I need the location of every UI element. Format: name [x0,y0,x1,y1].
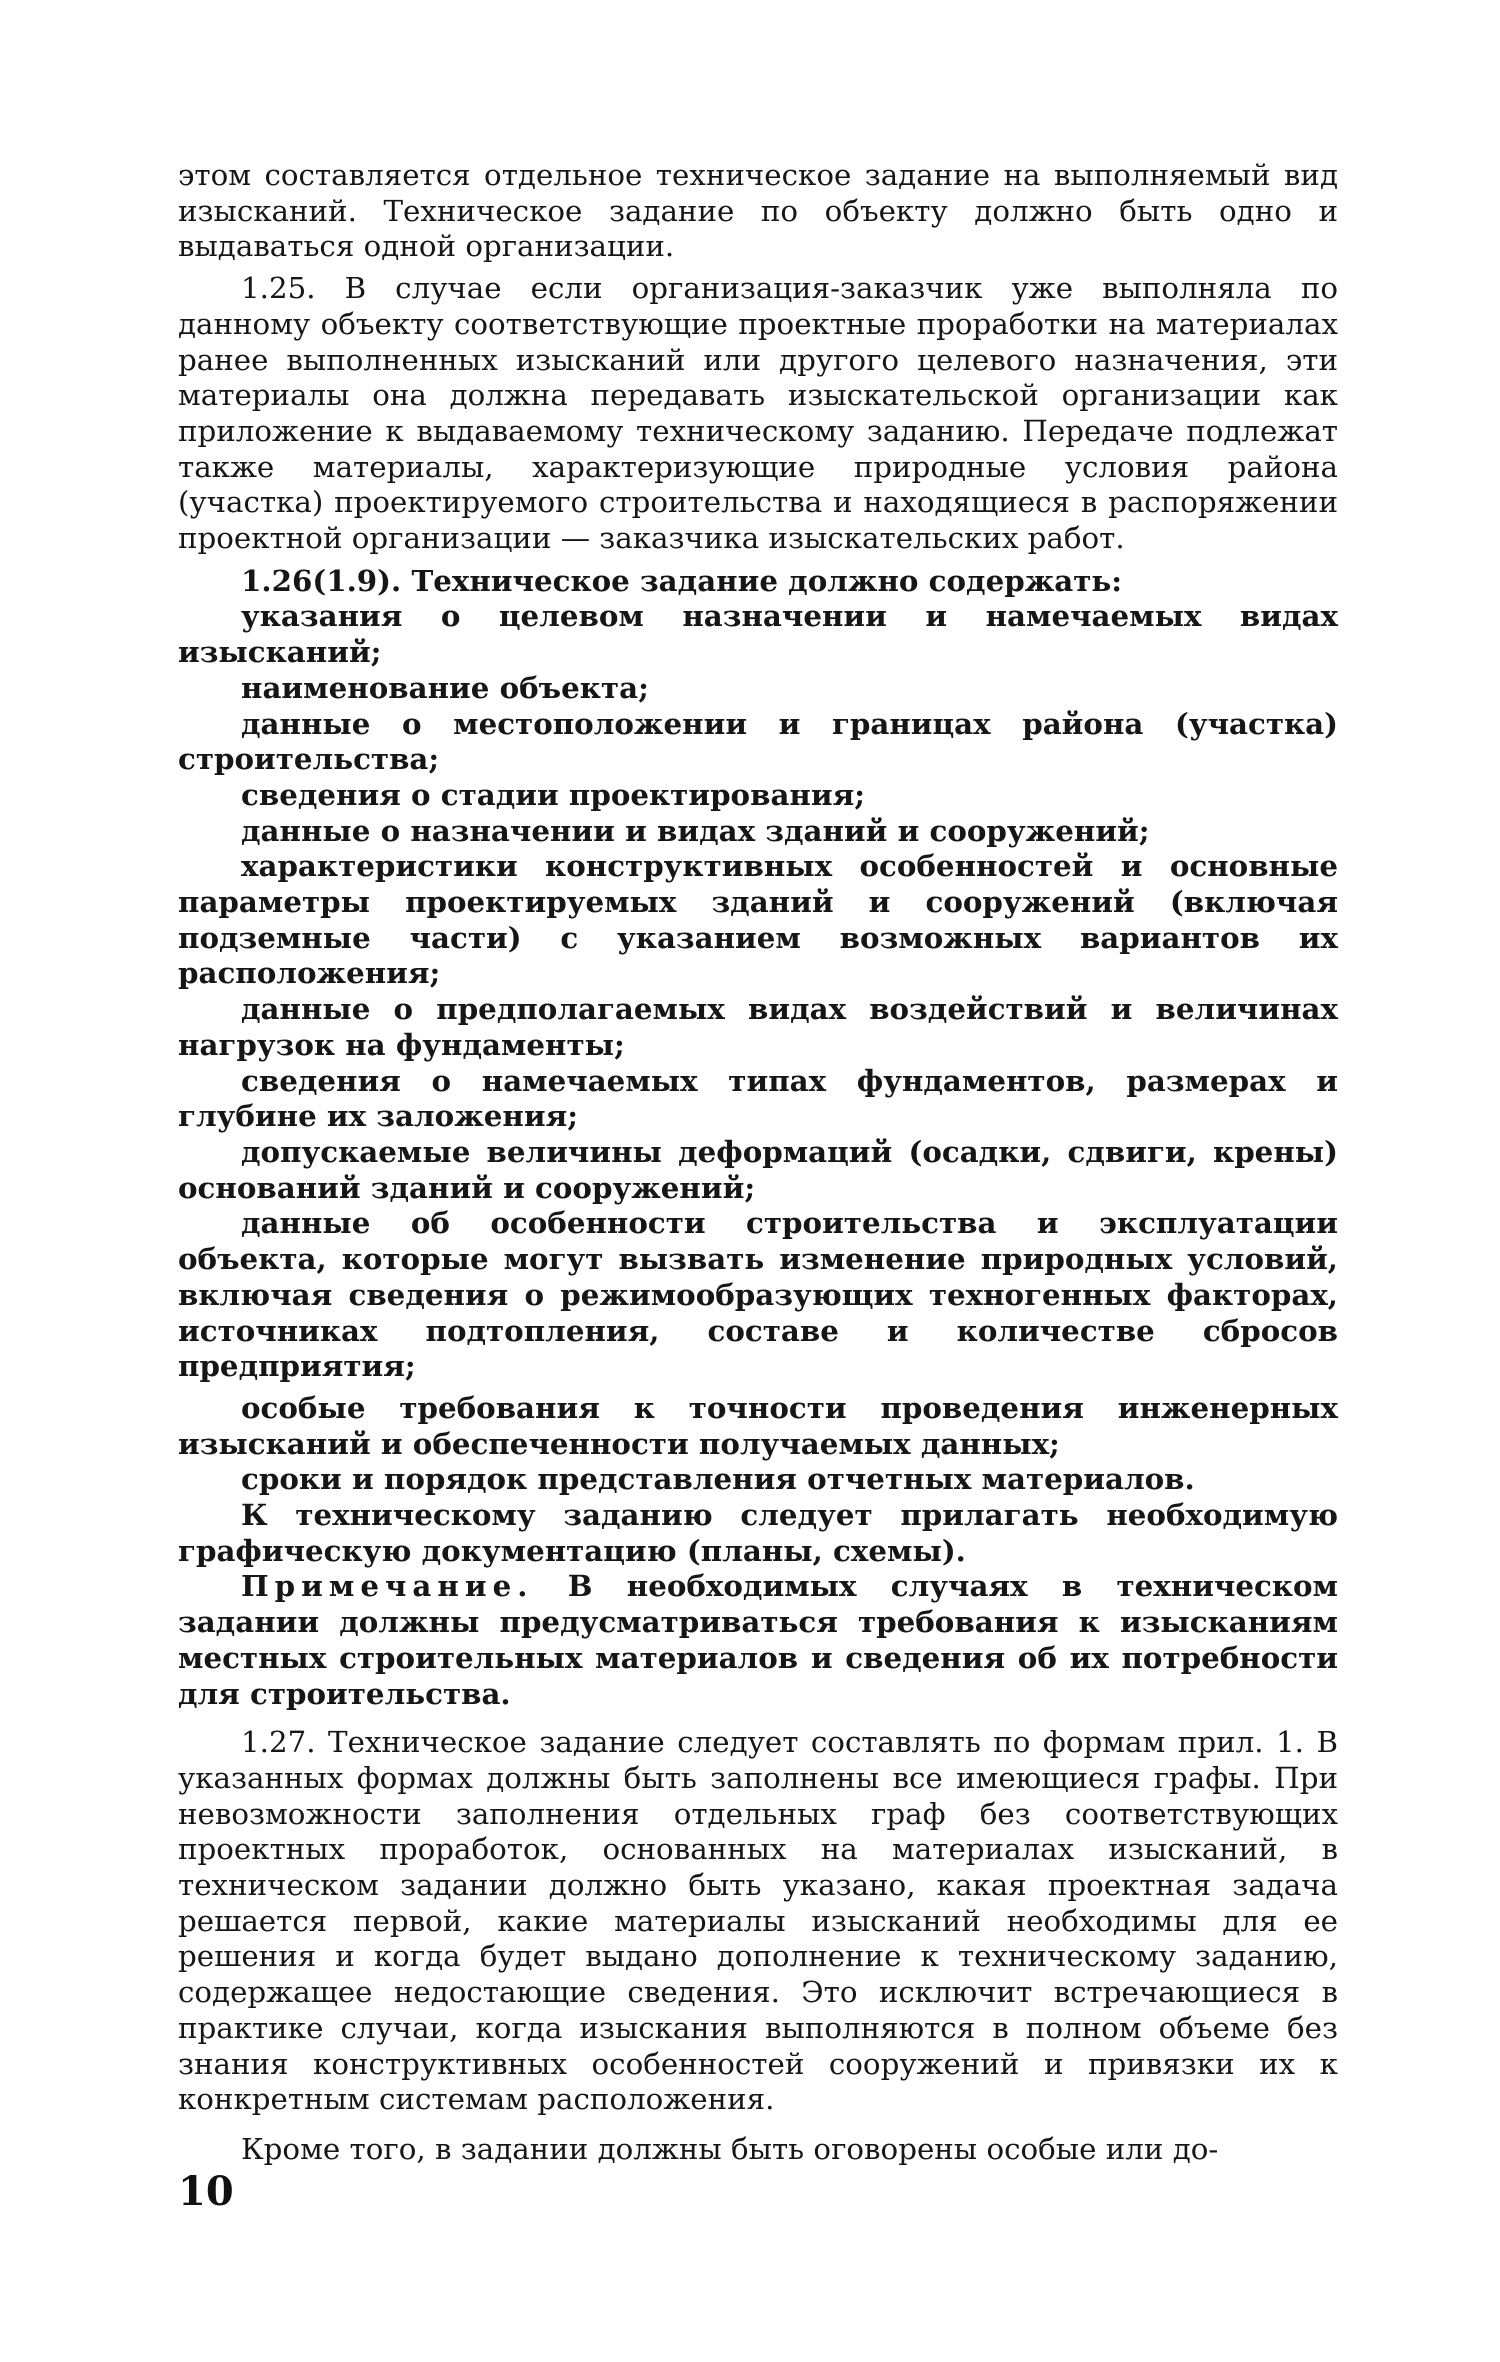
requirement-item: особые требования к точности проведения инженерных изысканий и обеспеченности получаемых данных; [178,1389,1338,1461]
requirement-item: сведения о стадии проектирования; [241,776,866,812]
note-label: Примечание. [241,1568,534,1604]
note-text: В необходимых случаях в техническом задании должны предусматриваться требования к изысканиям местных строительных материалов и сведения об их потребности для строительства. [178,1568,1338,1711]
paragraph-1-27: 1.27. Техническое задание следует составлять по формам прил. 1. В указанных формах должны быть заполнены все имеющиеся графы. При невозможности заполнения отдельных граф без соответствующих проектных проработок, основанных на материалах изысканий, в техническом задании должно быть указано, какая проектная задача решается первой, какие материалы изысканий необходимы для ее решения и когда будет выдано дополнение к техническому заданию, содержащее недостающие сведения. Это исключит встречающиеся в практике случаи, когда изыскания выполняются в полном объеме без знания конструктивных особенностей сооружений и привязки их к конкретным системам расположения. [178,1725,1338,2117]
page-number: 10 [178,2168,234,2215]
intro-paragraph: этом составляется отдельное техническое задание на выполняемый вид изысканий. Техническое задание по объекту должно быть одно и выдаваться одной организации. [178,158,1338,264]
requirements-list [178,598,1338,1497]
paragraph-1-25: 1.25. В случае если организация-заказчик уже выполняла по данному объекту соответствующие проектные проработки на материалах ранее выполненных изысканий или другого целевого назначения, эти материалы она должна передавать изыскательской организации как приложение к выдаваемому техническому заданию. Передаче подлежат также материалы, характеризующие природные условия района (участка) проектируемого строительства и находящиеся в распоряжении проектной организации — заказчика изыскательских работ. [178,271,1338,556]
paragraph-1-26-heading: 1.26(1.9). Техническое задание должно содержать: [241,562,1123,598]
closing-paragraph: Кроме того, в задании должны быть оговорены особые или до- [241,2131,1219,2166]
graphics-note-paragraph: К техническому заданию следует прилагать необходимую графическую документацию (планы, схемы). [178,1497,1338,1568]
requirement-item: данные об особенности строительства и эксплуатации объекта, которые могут вызвать изменение природных условий, включая сведения о режимообразующих техногенных факторах, источниках подтопления, составе и количестве сбросов предприятия; [178,1205,1338,1384]
requirement-item: указания о целевом назначении и намечаемых видах изысканий; [178,598,1338,670]
requirement-item: данные о назначении и видах зданий и сооружений; [241,812,1150,848]
requirement-item: данные о предполагаемых видах воздействий и величинах нагрузок на фундаменты; [178,991,1338,1062]
requirement-item: допускаемые величины деформаций (осадки, сдвиги, крены) оснований зданий и сооружений; [178,1133,1338,1205]
requirement-item: наименование объекта; [241,669,649,705]
document-page [178,158,1338,2168]
note-paragraph [178,1568,1338,1711]
requirement-item: данные о местоположении и границах района (участка) строительства; [178,705,1338,777]
requirement-item: сведения о намечаемых типах фундаментов, размерах и глубине их заложения; [178,1062,1338,1134]
requirement-item: сроки и порядок представления отчетных материалов. [241,1461,1195,1497]
requirement-item: характеристики конструктивных особенностей и основные параметры проектируемых зданий и сооружений (включая подземные части) с указанием возможных вариантов их расположения; [178,848,1338,991]
